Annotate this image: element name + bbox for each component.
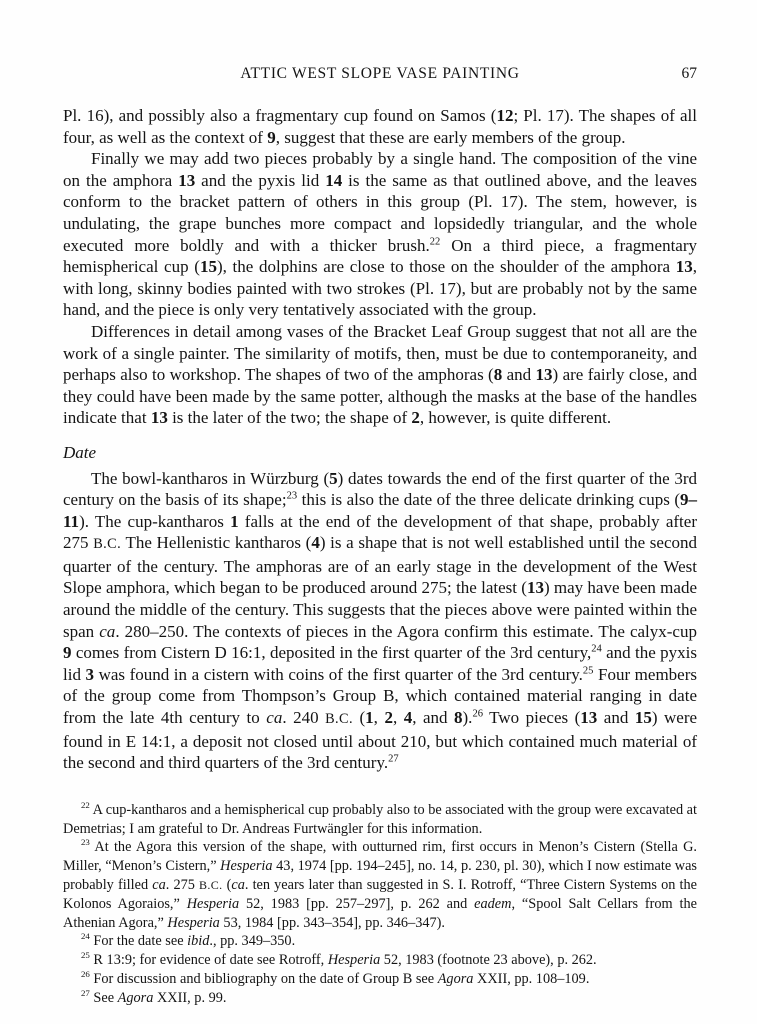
footnotes-block — [63, 801, 697, 1008]
paragraph-date-discussion: The bowl-kantharos in Würzburg (5) dates towards the end of the first quarter of the 3rd century on the basis of its shape;$^{23}$ this is also the date of the three delicate drinking cups (9–11). The cup-kantharos 1 falls at the end of the development of that shape, probably after 275 B.C. The Hellenistic kantharos (4) is a shape that is not well established until the second quarter of the century. The amphoras are of an early stage in the development of the West Slope amphora, which began to be produced around 275; the latest (13) may have been made around the middle of the century. This suggests that the pieces above were painted within the span ca. 280–250. The contexts of pieces in the Agora confirm this estimate. The calyx-cup 9 comes from Cistern D 16:1, deposited in the first quarter of the 3rd century,$^{24}$ and the pyxis lid 3 was found in a cistern with coins of the first quarter of the 3rd century.$^{25}$ Four members of the group come from Thompson’s Group B, which contained material ranging in date from the late 4th century to ca. 240 B.C. (1, 2, 4, and 8).$^{26}$ Two pieces (13 and 15) were found in E 14:1, a deposit not closed until about 210, but which contained much material of the second and third quarters of the 3rd century.$^{27}$ — [63, 468, 698, 773]
footnote-26: $^{26}$ For discussion and bibliography on the date of Group B see Agora XXII, pp. 108–109. — [81, 969, 590, 987]
running-head-title: ATTIC WEST SLOPE VASE PAINTING — [240, 65, 520, 82]
paragraph-finally-two-pieces: Finally we may add two pieces probably by a single hand. The composition of the vine on the amphora 13 and the pyxis lid 14 is the same as that outlined above, and the leaves conform to the bracket pattern of others in this group (Pl. 17). The stem, however, is undulating, the grape bunches more compact and lopsidedly triangular, and the whole executed more boldly and with a thicker brush.$^{22}$ On a third piece, a fragmentary hemispherical cup (15), the dolphins are close to those on the shoulder of the amphora 13, with long, skinny bodies painted with two strokes (Pl. 17), but are probably not by the same hand, and the piece is only very tentatively associated with the group. — [63, 149, 697, 320]
footnote-27: $^{27}$ See Agora XXII, p. 99. — [81, 988, 227, 1006]
section-heading-date: Date — [63, 442, 97, 462]
footnote-24: $^{24}$ For the date see ibid., pp. 349–350. — [81, 931, 296, 950]
running-head — [63, 64, 697, 84]
footnote-25: $^{25}$ R 13:9; for evidence of date see Rotroff, Hesperia 52, 1983 (footnote 23 above), p. 262. — [81, 950, 597, 969]
paragraph-differences-in-detail: Differences in detail among vases of the Bracket Leaf Group suggest that not all are the work of a single painter. The similarity of motifs, then, must be due to contemporaneity, and perhaps also to workshop. The shapes of two of the amphoras (8 and 13) are fairly close, and they could have been made by the same potter, although the masks at the base of the handles indicate that 13 is the later of the two; the shape of 2, however, is quite different. — [63, 321, 698, 428]
page-number: 67 — [681, 65, 697, 82]
footnote-22: $^{22}$ A cup-kantharos and a hemispherical cup probably also to be associated with the group were excavated at Demetrias; I am grateful to Dr. Andreas Furtwängler for this information. — [63, 800, 697, 837]
paragraph-continuation: Pl. 16), and possibly also a fragmentary cup found on Samos (12; Pl. 17). The shapes of all four, as well as the context of 9, suggest that these are early members of the group. — [63, 106, 698, 147]
footnote-23: $^{23}$ At the Agora this version of the shape, with outturned rim, first occurs in Menon’s Cistern (Stella G. Miller, “Menon’s Cistern,” Hesperia 43, 1974 [pp. 194–245], no. 14, p. 230, pl. 30), which I now estimate was probably filled ca. 275 B.C. (ca. ten years later than suggested in S. I. Rotroff, “Three Cistern Systems on the Kolonos Agoraios,” Hesperia 52, 1983 [pp. 257–297], p. 262 and eadem, “Spool Salt Cellars from the Athenian Agora,” Hesperia 53, 1984 [pp. 343–354], pp. 346–347). — [63, 837, 697, 931]
